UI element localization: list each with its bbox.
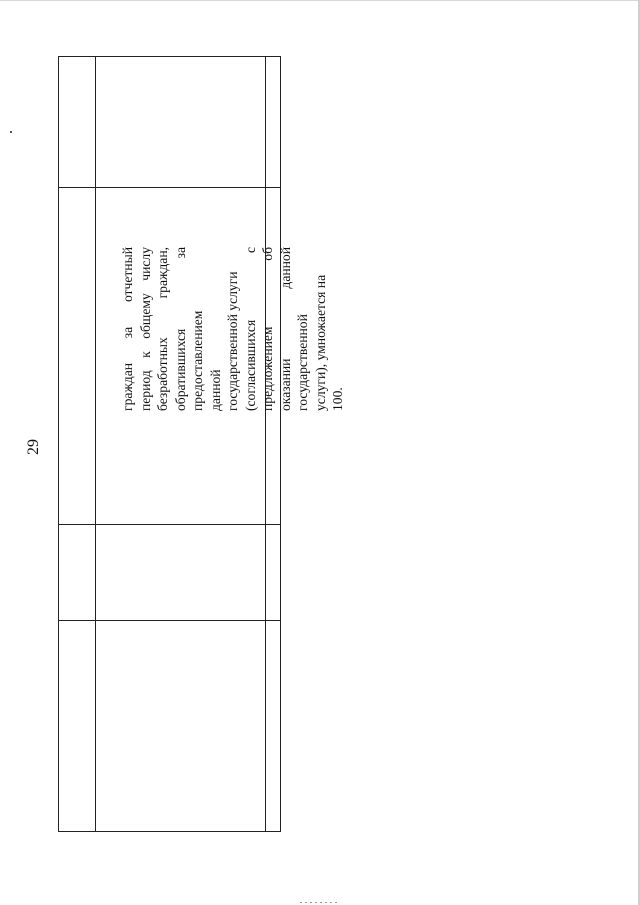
table-column-divider xyxy=(265,57,266,831)
cell-line: период к общему числу xyxy=(137,247,153,411)
cell-line: граждан за отчетный xyxy=(120,247,135,411)
table-row-divider xyxy=(59,620,280,621)
cell-line: предложением об xyxy=(260,247,275,411)
cell-line: обратившихся за xyxy=(172,247,188,411)
rotated-table xyxy=(58,56,345,832)
page-number: 29 xyxy=(25,439,42,455)
page-edge-top xyxy=(0,0,640,1)
cell-line: услуги), умножается на xyxy=(312,274,328,411)
table-row-divider xyxy=(59,524,280,525)
table-cell-formula-description xyxy=(117,244,345,414)
cell-line: безработных граждан, xyxy=(155,247,170,411)
table-column-divider xyxy=(95,57,96,831)
scan-artifact xyxy=(300,902,340,903)
cell-line: 100. xyxy=(330,387,345,411)
cell-line: оказании данной xyxy=(277,247,293,411)
cell-line: государственной услуги xyxy=(225,271,240,411)
cell-line: предоставлением xyxy=(190,310,205,411)
cell-line: государственной xyxy=(295,314,310,411)
cell-line: данной xyxy=(207,369,223,411)
margin-mark xyxy=(10,131,12,133)
table-row-divider xyxy=(59,187,280,188)
cell-line: (согласившихся с xyxy=(242,247,258,411)
